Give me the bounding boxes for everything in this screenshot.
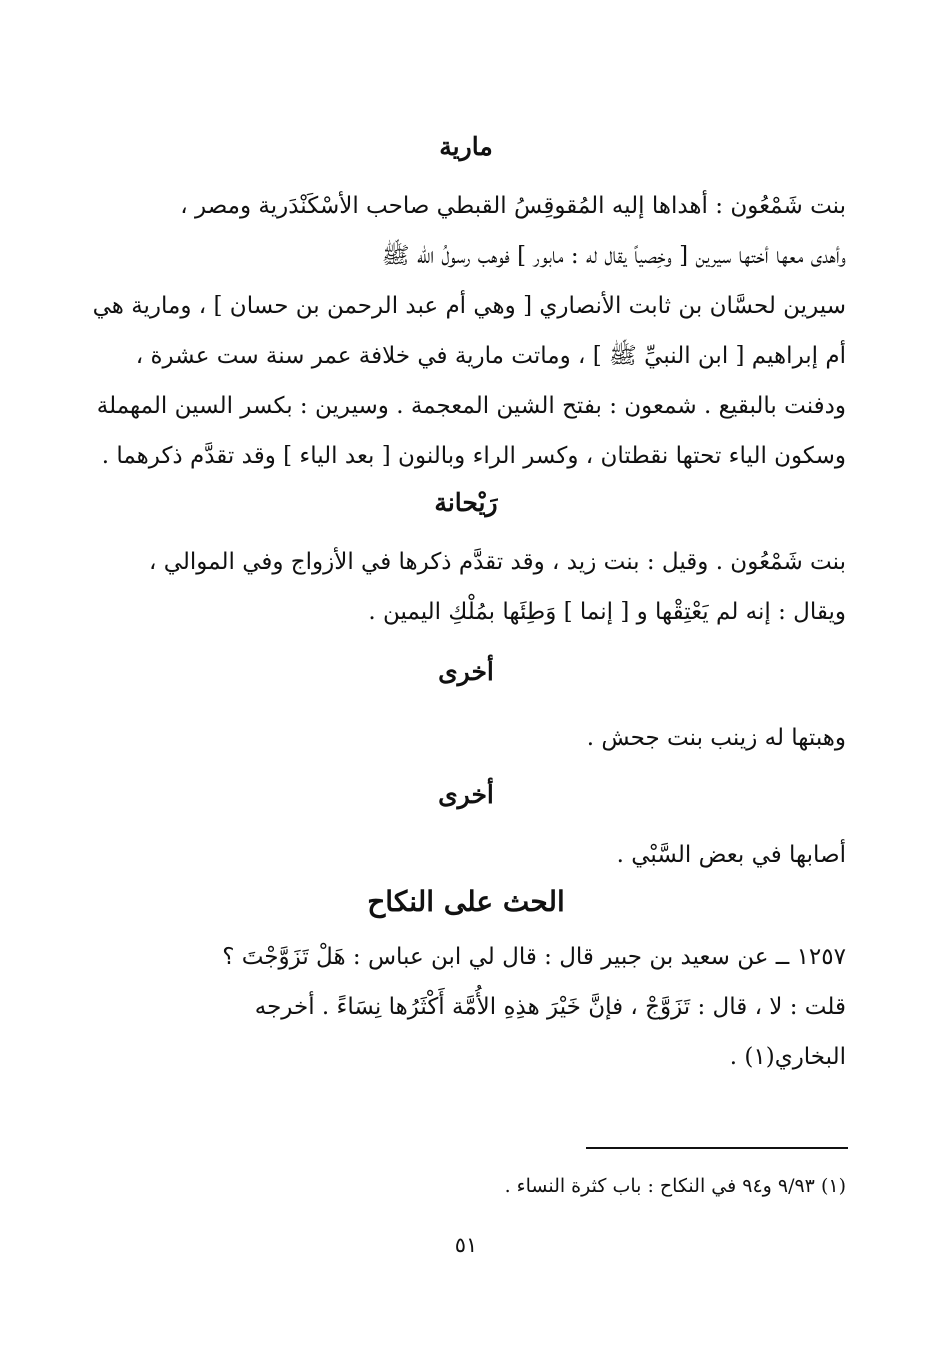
section-title-other-2: أخرى [438, 780, 494, 809]
footnote-separator [586, 1147, 848, 1149]
text-line: ويقال : إنه لم يَعْتِقْها و [ إنما ] وَطِئَها بمُلْكِ اليمين . [368, 599, 846, 625]
section-title-other-1: أخرى [438, 657, 494, 686]
section-body-rayhana [86, 537, 846, 637]
section-title-marriage: الحث على النكاح [367, 885, 565, 918]
text-line: ودفنت بالبقيع . شمعون : بفتح الشين المعجمة . وسيرين : بكسر السين المهملة [96, 393, 846, 419]
section-title-maria: مارية [439, 132, 493, 161]
text-line: وهبتها له زينب بنت جحش . [586, 725, 846, 751]
text-line: قلت : لا ، قال : تَزَوَّجْ ، فإنَّ خَيْرَ هذِهِ الأُمَّة أَكْثَرُها نِسَاءً . أخرجه [254, 994, 846, 1020]
page-number: ٥١ [454, 1233, 478, 1257]
section-body-other-2 [86, 830, 846, 880]
text-line: أم إبراهيم [ ابن النبيِّ ﷺ ] ، وماتت مارية في خلافة عمر سنة ست عشرة ، [135, 343, 846, 369]
section-body-maria [86, 181, 846, 481]
section-body-marriage [86, 932, 846, 1082]
text-line: البخاري(١) . [729, 1044, 846, 1070]
text-line: بنت شَمْعُون : أهداها إليه المُقوقِسُ القبطي صاحب الأسْكَنْدَرية ومصر ، [180, 193, 846, 219]
section-title-rayhana: رَيْحانة [434, 488, 498, 517]
section-body-other-1 [86, 713, 846, 763]
text-line: ١٢٥٧ ــ عن سعيد بن جبير قال : قال لي ابن عباس : هَلْ تَزَوَّجْتَ ؟ [222, 944, 846, 970]
text-line: وسكون الياء تحتها نقطتان ، وكسر الراء وبالنون [ بعد الياء ] وقد تقدَّم ذكرهما . [101, 443, 846, 469]
footnote: (١) ٩/٩٣ و٩٤ في النكاح : باب كثرة النساء . [504, 1175, 846, 1197]
text-line: بنت شَمْعُون . وقيل : بنت زيد ، وقد تقدَّم ذكرها في الأزواج وفي الموالي ، [149, 549, 846, 575]
text-line: وأهدى معها أختها سيرين [ وخِصياً يقال له : مابور ] فوهب رسولُ الله ﷺ [381, 243, 846, 269]
text-line: سيرين لحسَّان بن ثابت الأنصاري [ وهي أم عبد الرحمن بن حسان ] ، ومارية هي [92, 293, 846, 319]
text-line: أصابها في بعض السَّبْي . [616, 842, 846, 868]
